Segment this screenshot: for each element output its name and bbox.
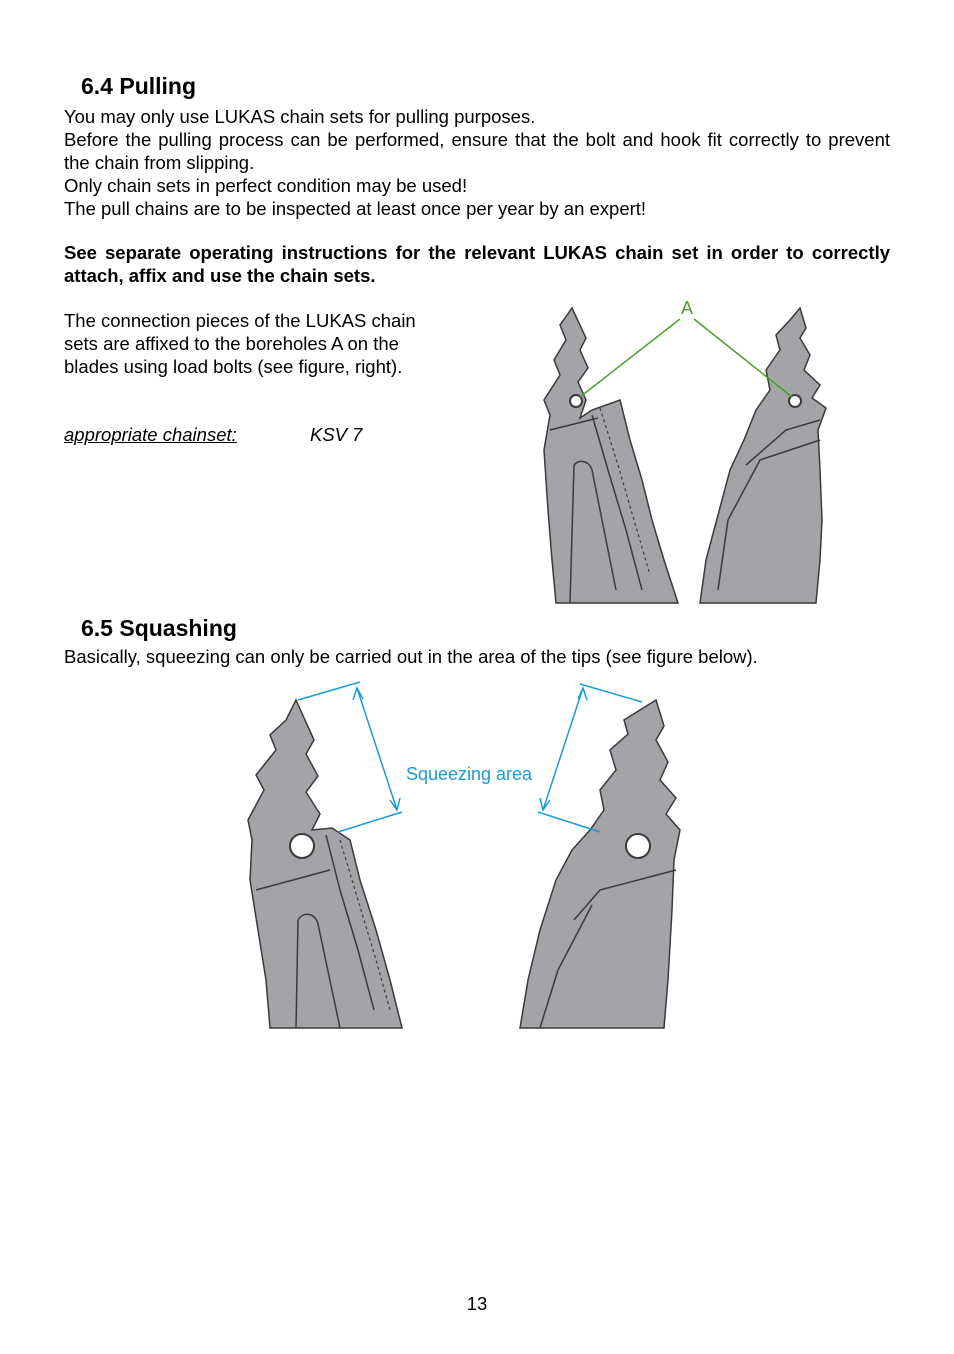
section-heading-pulling: 6.4 Pulling	[81, 73, 197, 99]
right-hole	[626, 834, 650, 858]
right-blade	[700, 308, 826, 603]
left-hole	[290, 834, 314, 858]
chainset-value: KSV 7	[310, 424, 363, 445]
pulling-blades-figure	[530, 290, 840, 606]
squeezing-area-label: Squeezing area	[405, 764, 533, 784]
squeezing-figure	[240, 680, 710, 1032]
pulling-line-4: The pull chains are to be inspected at least once per year by an expert!	[64, 198, 647, 219]
pulling-line-1: You may only use LUKAS chain sets for pulling purposes.	[64, 106, 536, 127]
squashing-text: Basically, squeezing can only be carried out in the area of the tips (see figure below).	[64, 646, 758, 667]
label-a: A	[680, 298, 694, 318]
right-blade	[520, 700, 680, 1028]
section-heading-squashing: 6.5 Squashing	[81, 615, 237, 641]
left-blade	[544, 308, 678, 603]
left-blade	[248, 700, 402, 1028]
pulling-line-3: Only chain sets in perfect condition may be used!	[64, 175, 468, 196]
pulling-line-2: Before the pulling process can be performed, ensure that the bolt and hook fit correctly to prevent the chain from slipping.	[64, 129, 890, 173]
chainset-label: appropriate chainset:	[64, 424, 237, 445]
connection-text: The connection pieces of the LUKAS chain sets are affixed to the boreholes A on the blades using load bolts (see figure, right).	[64, 310, 416, 377]
pulling-paragraph	[64, 105, 890, 220]
page-number: 13	[466, 1293, 488, 1314]
chain-set-note: See separate operating instructions for the relevant LUKAS chain set in order to correctly attach, affix and use the chain sets.	[64, 242, 890, 286]
